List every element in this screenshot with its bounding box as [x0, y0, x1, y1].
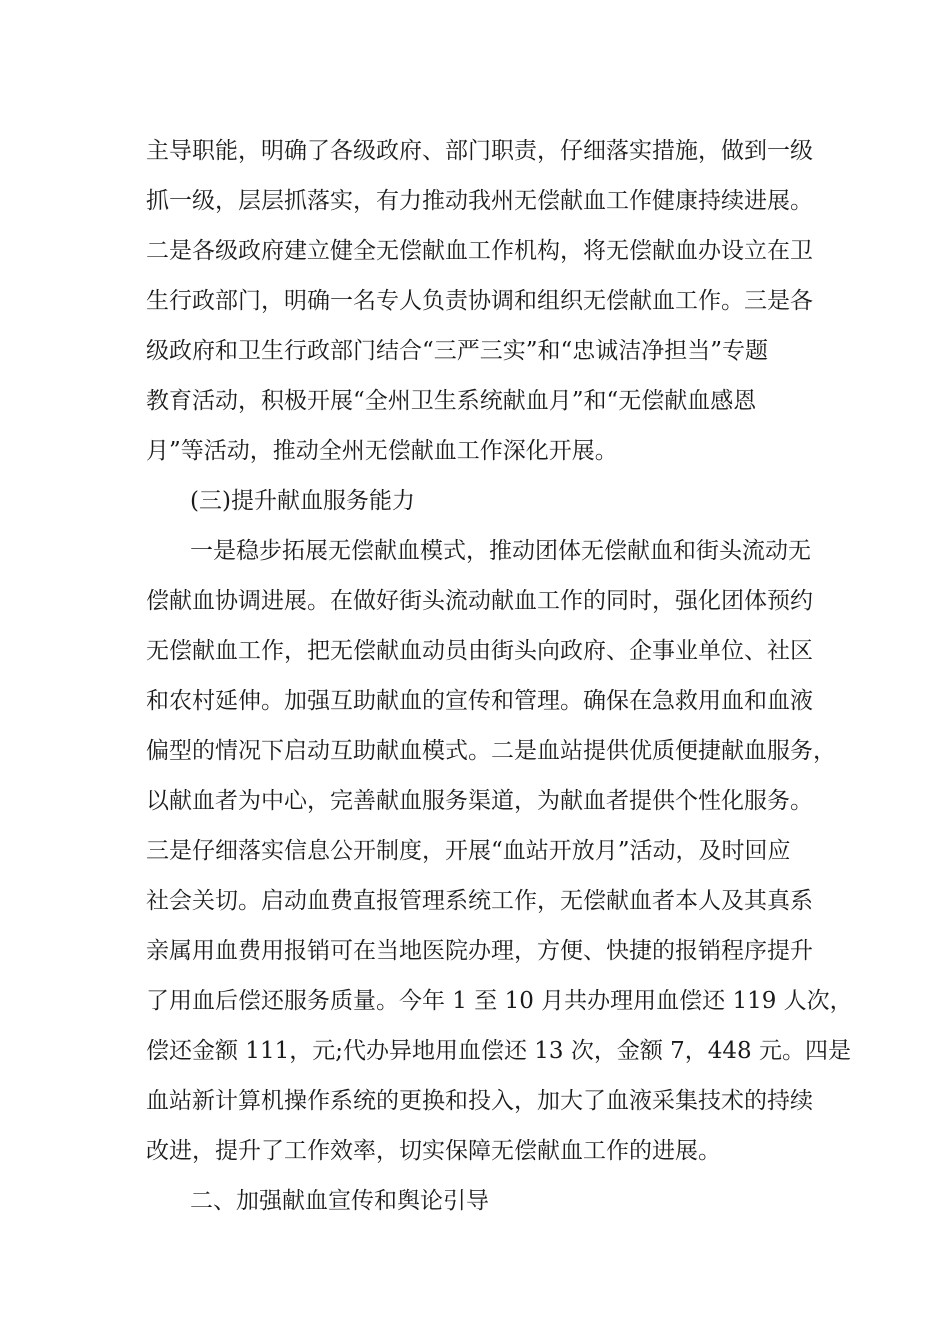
paragraph-line: 主导职能，明确了各级政府、部门职责，仔细落实措施，做到一级: [146, 138, 813, 164]
paragraph-line: 抓一级，层层抓落实，有力推动我州无偿献血工作健康持续进展。: [146, 188, 813, 214]
paragraph-line: 亲属用血费用报销可在当地医院办理，方便、快捷的报销程序提升: [146, 938, 813, 964]
paragraph-line: 改进，提升了工作效率，切实保障无偿献血工作的进展。: [146, 1138, 721, 1164]
paragraph-line: 偿还金额 111，元;代办异地用血偿还 13 次，金额 7，448 元。四是: [146, 1038, 852, 1064]
paragraph-line: 生行政部门，明确一名专人负责协调和组织无偿献血工作。三是各: [146, 288, 813, 314]
paragraph-line: 社会关切。启动血费直报管理系统工作，无偿献血者本人及其真系: [146, 888, 813, 914]
paragraph-line: 教育活动，积极开展“全州卫生系统献血月”和“无偿献血感恩: [146, 388, 757, 414]
paragraph-line: 偿献血协调进展。在做好街头流动献血工作的同时，强化团体预约: [146, 588, 813, 614]
paragraph-line: 血站新计算机操作系统的更换和投入，加大了血液采集技术的持续: [146, 1088, 813, 1114]
paragraph-line: 级政府和卫生行政部门结合“三严三实”和“忠诚洁净担当”专题: [146, 338, 769, 364]
paragraph-line: 无偿献血工作，把无偿献血动员由街头向政府、企事业单位、社区: [146, 638, 813, 664]
paragraph-line: 以献血者为中心，完善献血服务渠道，为献血者提供个性化服务。: [146, 788, 813, 814]
paragraph-line: 偏型的情况下启动互助献血模式。二是血站提供优质便捷献血服务，: [146, 738, 836, 764]
paragraph-line: 二是各级政府建立健全无偿献血工作机构，将无偿献血办设立在卫: [146, 238, 813, 264]
paragraph-line: 和农村延伸。加强互助献血的宣传和管理。确保在急救用血和血液: [146, 688, 813, 714]
section-heading: 二、加强献血宣传和舆论引导: [190, 1188, 489, 1214]
paragraph-line: 一是稳步拓展无偿献血模式，推动团体无偿献血和街头流动无: [190, 538, 811, 564]
paragraph-line: 三是仔细落实信息公开制度，开展“血站开放月”活动，及时回应: [146, 838, 791, 864]
paragraph-line: 了用血后偿还服务质量。今年 1 至 10 月共办理用血偿还 119 人次，: [146, 988, 853, 1014]
section-heading: (三)提升献血服务能力: [190, 488, 415, 514]
paragraph-line: 月”等活动，推动全州无偿献血工作深化开展。: [146, 438, 618, 464]
